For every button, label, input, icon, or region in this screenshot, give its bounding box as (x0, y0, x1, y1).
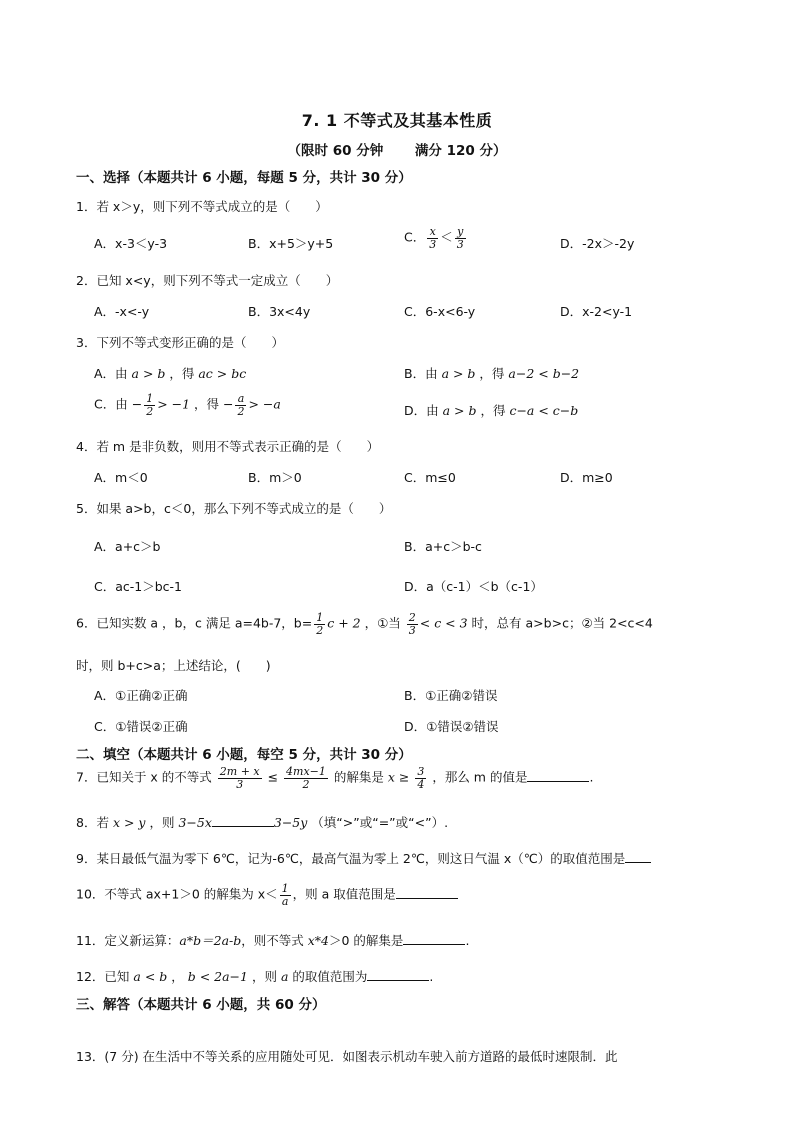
question-5-stem: 5．如果 a>b，c＜0，那么下列不等式成立的是（ ） (76, 501, 392, 516)
fraction: $\frac{1}{2}$ (316, 611, 324, 637)
question-7-stem: 7．已知关于 x 的不等式 $\frac{2m + x}{3}$ ≤ $\frac{4mx-1}{2}$ 的解集是 x ≥ $\frac{3}{4}$ ，那么 m 的值是 . (76, 765, 594, 791)
fraction: $\frac{1}{2}$ (146, 392, 154, 418)
question-5-option-c: C．ac-1＞bc-1 (94, 579, 182, 594)
question-9-stem: 9．某日最低气温为零下 6℃，记为-6℃，最高气温为零上 2℃，则这日气温 x（℃）的取值范围是 (76, 849, 651, 867)
question-1-stem: 1．若 x＞y，则下列不等式成立的是（ ） (76, 199, 328, 214)
question-10-stem: 10．不等式 ax+1＞0 的解集为 x＜ $\frac{1}{a}$ ，则 a 取值范围是 (76, 883, 458, 907)
question-4-stem: 4．若 m 是非负数，则用不等式表示正确的是（ ） (76, 439, 380, 454)
question-6-stem: 6．已知实数 a ，b，c 满足 a=4b-7，b= $\frac{1}{2}$ c + 2 ，①当 $\frac{2}{3}$ < c < 3 时，总有 a>b>c；②当 2<c<4 (76, 611, 653, 637)
answer-blank (527, 769, 589, 782)
question-5-option-a: A．a+c＞b (94, 539, 161, 554)
page-subtitle: （限时 60 分钟 满分 120 分） (287, 143, 507, 159)
question-6-stem-line2: 时，则 b+c>a；上述结论，( ) (76, 658, 271, 673)
answer-blank (367, 968, 429, 981)
question-12-stem: 12．已知 a < b ， b < 2a−1 ，则 a 的取值范围为 . (76, 969, 434, 984)
question-1-option-d: D．-2x＞-2y (560, 236, 635, 251)
section-heading-answer: 三、解答（本题共计 6 小题，共 60 分） (76, 997, 326, 1013)
fraction: $\frac{1}{a}$ (281, 882, 289, 908)
question-3-option-c: C．由 − $\frac{1}{2}$ > −1 ，得 − $\frac{a}{2}$ > −a (94, 392, 281, 418)
fraction: $\frac{2}{3}$ (408, 611, 416, 637)
question-11-stem: 11．定义新运算：a*b＝2a-b，则不等式 x*4＞0 的解集是 . (76, 933, 470, 948)
question-3-option-b: B．由 a > b ，得 a−2 < b−2 (404, 366, 580, 381)
fraction: $\frac{a}{2}$ (237, 392, 245, 418)
question-4-option-b: B．m＞0 (248, 470, 302, 485)
answer-blank (625, 850, 651, 863)
question-1-option-b: B．x+5＞y+5 (248, 236, 334, 251)
section-heading-choice: 一、选择（本题共计 6 小题，每题 5 分，共计 30 分） (76, 170, 412, 186)
question-4-option-d: D．m≥0 (560, 470, 613, 485)
question-6-option-c: C．①错误②正确 (94, 719, 188, 734)
question-13-stem: 13．(7 分) 在生活中不等关系的应用随处可见．如图表示机动车驶入前方道路的最低时速限制．此 (76, 1049, 618, 1064)
question-4-option-c: C．m≤0 (404, 470, 456, 485)
page-title: 7. 1 不等式及其基本性质 (301, 111, 493, 130)
question-1-option-c: C． $\frac{x}{3}$ ＜ $\frac{y}{3}$ (404, 225, 464, 251)
answer-blank (212, 814, 274, 827)
question-8-stem: 8．若 x > y ，则 3−5x 3−5y （填“>”或“=”或“<”）. (76, 815, 449, 830)
answer-blank (403, 932, 465, 945)
fraction: $\frac{y}{3}$ (456, 225, 464, 251)
question-3-option-d: D．由 a > b ，得 c−a < c−b (404, 403, 579, 418)
fraction: $\frac{4mx-1}{2}$ (286, 765, 326, 791)
question-4-option-a: A．m＜0 (94, 470, 148, 485)
question-3-stem: 3．下列不等式变形正确的是（ ） (76, 335, 284, 350)
fraction: $\frac{x}{3}$ (429, 225, 437, 251)
question-2-stem: 2．已知 x<y，则下列不等式一定成立（ ） (76, 273, 339, 288)
question-2-option-d: D．x-2<y-1 (560, 304, 633, 319)
section-heading-fill: 二、填空（本题共计 6 小题，每空 5 分，共计 30 分） (76, 747, 412, 763)
question-2-option-b: B．3x<4y (248, 304, 311, 319)
question-2-option-a: A．-x<-y (94, 304, 150, 319)
fraction: $\frac{2m + x}{3}$ (219, 765, 260, 791)
question-5-option-d: D．a（c-1）＜b（c-1） (404, 579, 543, 594)
question-6-option-b: B．①正确②错误 (404, 688, 498, 703)
question-5-option-b: B．a+c＞b-c (404, 539, 482, 554)
question-3-option-a: A．由 a > b ，得 ac > bc (94, 366, 247, 381)
answer-blank (396, 886, 458, 899)
question-2-option-c: C．6-x<6-y (404, 304, 476, 319)
question-1-option-a: A．x-3＜y-3 (94, 236, 168, 251)
fraction: $\frac{3}{4}$ (417, 765, 425, 791)
question-6-option-a: A．①正确②正确 (94, 688, 188, 703)
question-6-option-d: D．①错误②错误 (404, 719, 499, 734)
